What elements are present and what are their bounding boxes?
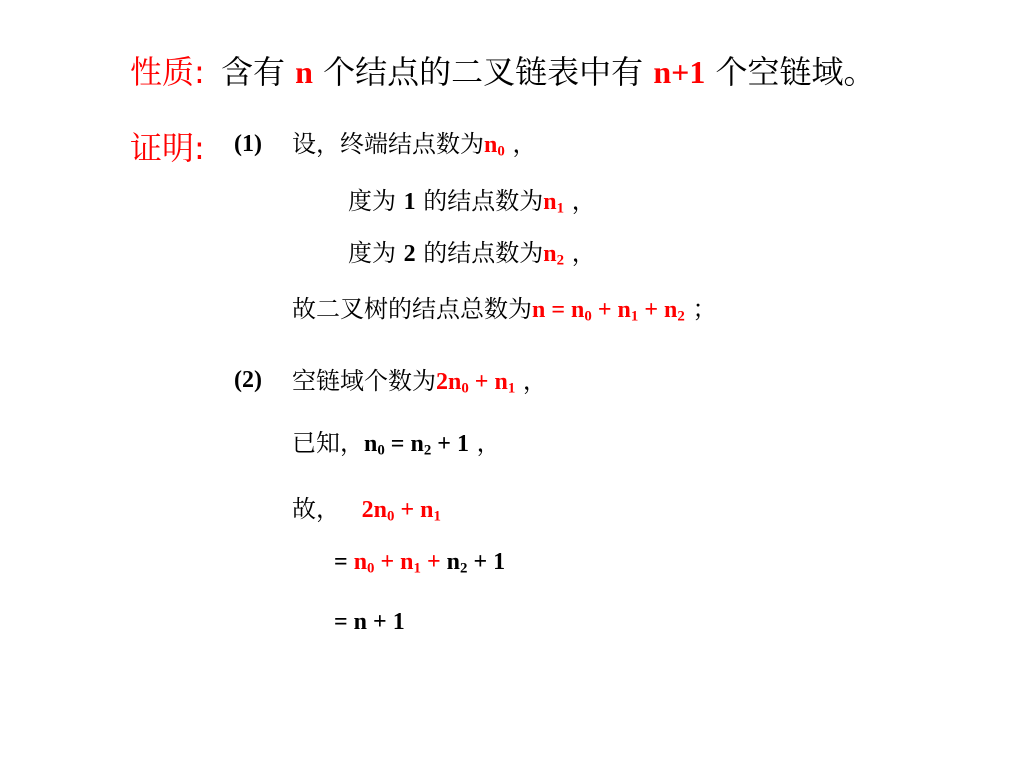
- step2-line2-tail: ，: [476, 429, 501, 457]
- step2-number: (2): [234, 367, 262, 393]
- step1-line3-degree: 2: [403, 241, 416, 267]
- step1-number: (1): [234, 131, 262, 157]
- property-label: 性质:: [130, 53, 205, 91]
- property-n-plus-1: n+1: [653, 54, 706, 90]
- step2-line1-text: 空链域个数为: [292, 367, 436, 395]
- property-statement: [130, 53, 876, 91]
- step1-line1-text: 设，终端结点数为: [292, 130, 484, 158]
- step1-line2: [348, 187, 596, 217]
- step1-line4-tail: ；: [692, 295, 717, 323]
- step1-line3: [348, 239, 596, 269]
- step2-line3-formula: $2n_0 + n_1$: [361, 497, 441, 525]
- step2-line4-black-part: $n_2 + 1$: [446, 549, 506, 577]
- property-text-3: 个空链域。: [715, 53, 876, 91]
- property-n: n: [295, 54, 313, 90]
- step1-line2-tail: ，: [571, 187, 596, 215]
- step2-line2-text: 已知，: [292, 429, 364, 457]
- known-equation: $n_0 = n_2 + 1$: [364, 431, 469, 459]
- step1-line4: [292, 295, 717, 325]
- step2-line3-text: 故，: [292, 495, 340, 523]
- step1-line1: [292, 130, 537, 160]
- step2-line1: [292, 367, 547, 397]
- step2-line4-eq: =: [334, 549, 354, 575]
- null-links-formula: $2n_0 + n_1$: [436, 369, 516, 397]
- step1-line4-text: 故二叉树的结点总数为: [292, 295, 532, 323]
- step2-line1-tail: ，: [522, 367, 547, 395]
- property-text-1: 含有: [220, 53, 285, 91]
- property-text-2: 个结点的二叉链表中有: [323, 53, 644, 91]
- step2-line3: [292, 495, 441, 525]
- step2-line4-red-part: $n_0 + n_1$ +: [353, 549, 447, 577]
- step1-line2-degree: 1: [403, 189, 416, 215]
- step1-line3-text2: 的结点数为: [423, 239, 544, 267]
- step1-line3-tail: ，: [571, 239, 596, 267]
- step1-line2-text2: 的结点数为: [423, 187, 544, 215]
- step2-line4: [334, 549, 506, 577]
- step1-line2-var: $n_1$: [543, 189, 565, 217]
- step1-line3-var: $n_2$: [543, 241, 565, 269]
- step1-line3-text: 度为: [348, 239, 396, 267]
- step1-line1-var: $n_0$: [484, 132, 505, 160]
- proof-label: 证明:: [130, 129, 205, 167]
- step1-line1-tail: ，: [512, 130, 537, 158]
- total-nodes-formula: $n = n_0 + n_1 + n_2$: [532, 297, 685, 325]
- step2-line5: = n + 1: [334, 609, 405, 635]
- step1-line2-text: 度为: [348, 187, 396, 215]
- step2-line2: [292, 429, 501, 459]
